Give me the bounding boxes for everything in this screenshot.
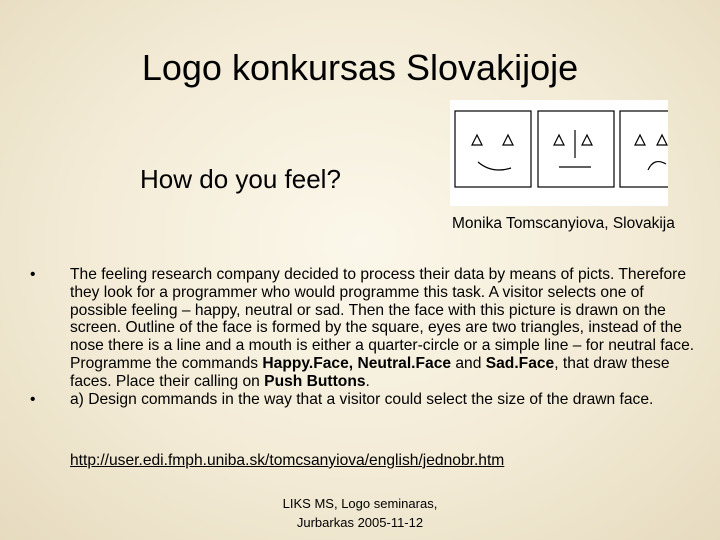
- author-name: Monika Tomscanyiova, Slovakija: [452, 215, 675, 232]
- sad-face: [620, 111, 668, 187]
- footer-line: Jurbarkas 2005-11-12: [296, 515, 424, 530]
- bullet-text-part: .: [365, 372, 370, 390]
- slide-footer: [260, 494, 460, 532]
- footer-line: LIKS MS, Logo seminaras,: [282, 496, 438, 511]
- reference-link[interactable]: http://user.edi.fmph.uniba.sk/tomcsanyiova/english/jednobr.htm: [70, 452, 505, 469]
- bullet-item: [30, 266, 700, 391]
- bullet-text-part: , that draw these faces. Place their calling on: [70, 354, 670, 390]
- bullet-marker: •: [30, 390, 36, 408]
- neutral-face: [538, 111, 614, 187]
- happy-face: [455, 111, 531, 187]
- push-buttons-term: Push Buttons: [264, 372, 366, 390]
- bullet-list: [30, 266, 700, 408]
- command-name: Sad.Face: [485, 354, 555, 372]
- slide-subtitle: How do you feel?: [140, 164, 341, 194]
- command-names: Happy.Face, Neutral.Face: [262, 354, 452, 372]
- bullet-text: [70, 266, 694, 390]
- faces-image: [450, 100, 668, 206]
- bullet-marker: •: [30, 266, 36, 283]
- bullet-text: a) Design commands in the way that a visitor could select the size of the drawn face.: [70, 390, 654, 408]
- bullet-item: [30, 391, 700, 409]
- slide-title: Logo konkursas Slovakijoje: [141, 47, 579, 88]
- bullet-text-part: and: [451, 354, 486, 372]
- bullet-text-part: The feeling research company decided to process their data by means of picts. Therefore they look for a programmer who would programme this task. A visitor selects one of possible feeling – happy, neutral or sad. Then the face with this picture is drawn on the screen. Outline of the face is formed by the square, eyes are two triangles, instead of the nose there is a line and a mouth is either a quarter-circle or a simple line – for neutral face. Programme the commands: [70, 266, 695, 372]
